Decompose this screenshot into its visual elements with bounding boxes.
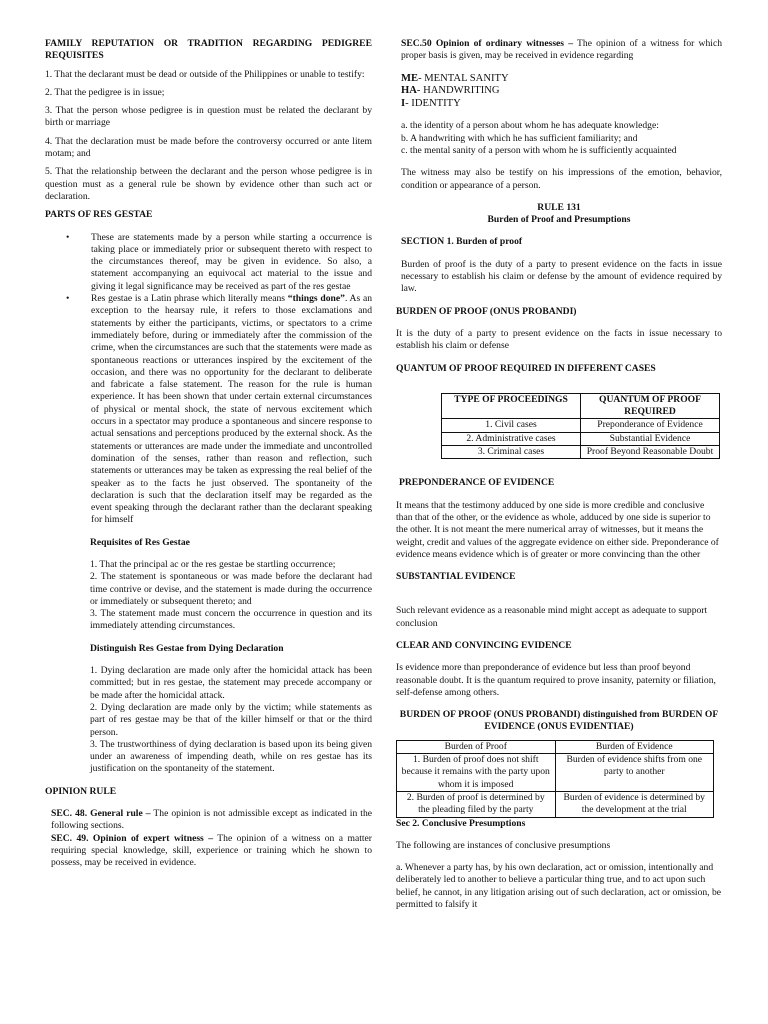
table-cell: Substantial Evidence (581, 432, 720, 445)
table-cell: 2. Burden of proof is determined by the pleading filed by the party (397, 791, 556, 817)
sec48 (51, 808, 372, 833)
table-header-row (397, 740, 714, 753)
requisite-item: 2. The statement is spontaneous or was made before the declarant had time contrive or devise, and the statement is made during the occurrence or immediately or subsequent thereto; and (90, 571, 372, 607)
parts-heading: PARTS OF RES GESTAE (45, 209, 153, 221)
opinion-heading: OPINION RULE (45, 785, 117, 797)
bullet-text: These are statements made by a person while starting a occurrence is taking place or immediately prior or subsequent thereto with respect to the circumstances thereof, may be given in evidence. So also, a statement accompanying an equivocal act material to the issue and giving it legal significance may be received as part of the res gestae (91, 231, 372, 292)
table-row (397, 754, 714, 792)
table-cell: 2. Administrative cases (442, 432, 581, 445)
onus-text: It is the duty of a party to present evidence on the facts in issue necessary to establish his claim or defense (396, 327, 722, 352)
table-header: Burden of Proof (397, 740, 556, 753)
bullet-text: . As an exception to the hearsay rule, it refers to those exclamations and statements by either the participants, victims, or spectators to a crime immediately before, during or immediately after the commission of the crime, when the circumstances are such that the statements were made as spontaneous reactions or utterances inspired by the excitement of the occasion, and there was no opportunity for the declarant to deliberate and fabricate a false statement. The reason for the rule is human experience. It has been shown that under certain external circumstances of physical or mental shock, the state of nervous excitement which occurs in a spectator may produce a spontaneous and sincere response to actual sensations and perceptions produced by the external shock. As the statements or utterances are made under the immediate and uncontrolled domination of the senses, rather than reason and reflection, such statements or utterances may be taken as expressing the real belief of the speaker as to the facts he just observed. The spontaneity of the declaration is such that the declaration itself may be regarded as the event speaking through the declarant rather than the declarant speaking for himself (91, 293, 373, 526)
table-header: Burden of Evidence (555, 740, 714, 753)
table-cell: 1. Civil cases (442, 419, 581, 432)
requisites-heading: Requisites of Res Gestae (90, 536, 190, 548)
bullet-item (91, 232, 372, 293)
mnemonic-abbr: HA (401, 85, 417, 97)
table-cell: Proof Beyond Reasonable Doubt (581, 446, 720, 459)
table-cell: Preponderance of Evidence (581, 419, 720, 432)
sec50 (396, 38, 722, 63)
mnemonic-item (401, 73, 722, 86)
table-cell: 1. Burden of proof does not shift because it remains with the party upon whom it is imposed (397, 754, 556, 792)
opinion-sections (45, 808, 372, 869)
table-row (397, 791, 714, 817)
requisites-block (45, 527, 372, 776)
section1-text: Burden of proof is the duty of a party to present evidence on the facts in issue necessary to establish his claim or defense by the amount of evidence required by law. (401, 258, 722, 295)
rule-title: RULE 131 (537, 201, 581, 213)
burden-table (396, 740, 714, 818)
table-cell: Burden of evidence is determined by the development at the trial (555, 791, 714, 817)
sec49-label: SEC. 49. Opinion of expert witness – (51, 832, 214, 844)
sec50-item: b. A handwriting with which he has sufficient familiarity; and (401, 132, 638, 144)
family-heading: FAMILY REPUTATION OR TRADITION REGARDING PEDIGREE REQUISITES (45, 38, 372, 62)
bullet-text: Res gestae is a Latin phrase which literally means (91, 293, 288, 305)
res-gestae-bullets (45, 232, 372, 527)
mnemonic-item (401, 85, 722, 98)
table-header: QUANTUM OF PROOF REQUIRED (581, 393, 720, 419)
bullet-item (91, 293, 372, 527)
clear-heading: CLEAR AND CONVINCING EVIDENCE (396, 639, 572, 651)
table-cell: Burden of evidence shifts from one party to another (555, 754, 714, 792)
things-done-term: “things done” (287, 293, 345, 305)
mnemonic-text: - MENTAL SANITY (418, 72, 509, 84)
clear-text: Is evidence more than preponderance of evidence but less than proof beyond reasonable doubt. It is the quantum required to prove insanity, paternity or filiation, self-defense among others. (396, 662, 716, 698)
rule-subtitle: Burden of Proof and Presumptions (487, 214, 631, 226)
family-item: 2. That the pedigree is in issue; (45, 86, 165, 98)
table-row (442, 432, 720, 445)
mnemonic-list (396, 73, 722, 111)
requisite-item: 1. That the principal ac or the res gestae be startling occurrence; (90, 558, 336, 570)
sec48-text: The opinion is not admissible except as indicated in the following sections. (51, 808, 373, 832)
table-header: TYPE OF PROCEEDINGS (442, 393, 581, 419)
sec50-item: a. the identity of a person about whom he has adequate knowledge: (401, 120, 659, 132)
sec50-label: SEC.50 Opinion of ordinary witnesses – (401, 38, 574, 49)
distinguished-heading: BURDEN OF PROOF (ONUS PROBANDI) distinguished from BURDEN OF EVIDENCE (ONUS EVIDENTIAE) (399, 709, 719, 733)
requisite-item: 3. The statement made must concern the occurrence in question and its immediately attending circumstances. (90, 608, 372, 632)
family-item: 3. That the person whose pedigree is in question must be related the declarant by birth or marriage (45, 105, 372, 129)
family-item: 1. That the declarant must be dead or outside of the Philippines or unable to testify: (45, 68, 365, 80)
witness-note: The witness may also be testify on his impressions of the emotion, behavior, condition or appearance of a person. (401, 167, 722, 191)
preponderance-text: It means that the testimony adduced by one side is more credible and conclusive than that of the other, or the evidence as whole, adduced by one side is superior to the other. It is not meant the mere numerical array of witnesses, but it means the weight, credit and values of the aggregate evidence on either side. Preponderance of evidence means evidence which is of greater or more convincing than the other (396, 499, 719, 560)
table-header-row (442, 393, 720, 419)
right-column (396, 38, 722, 911)
section1-heading: SECTION 1. Burden of proof (401, 236, 523, 248)
distinguish-item: 3. The trustworthiness of dying declaration is based upon its being given under an awareness of impending death, while on res gestae has its justification on the spontaneity of the statement. (90, 738, 372, 775)
quantum-heading: QUANTUM OF PROOF REQUIRED IN DIFFERENT CASES (396, 362, 656, 374)
sec2-intro: The following are instances of conclusive presumptions (396, 839, 611, 851)
sec50-item: c. the mental sanity of a person with whom he is sufficiently acquainted (401, 144, 677, 156)
sec2-heading: Sec 2. Conclusive Presumptions (396, 817, 526, 829)
distinguish-heading: Distinguish Res Gestae from Dying Declaration (90, 642, 284, 654)
mnemonic-abbr: I (401, 97, 406, 109)
preponderance-heading: PREPONDERANCE OF EVIDENCE (399, 477, 555, 489)
left-column (45, 38, 372, 870)
sec50-text: The opinion of a witness for which proper basis is given, may be received in evidence regarding (401, 38, 723, 62)
mnemonic-text: - HANDWRITING (416, 85, 500, 97)
mnemonic-item (401, 98, 722, 111)
sec50-items (396, 120, 722, 191)
mnemonic-abbr: ME (401, 72, 419, 84)
sec2-item: a. Whenever a party has, by his own declaration, act or omission, intentionally and deliberately led to another to believe a particular thing true, and to act upon such belief, he cannot, in any litigation arising out of such declaration, act or omission, be permitted to falsify it (396, 862, 722, 911)
table-row (442, 419, 720, 432)
sec49 (51, 833, 372, 870)
sec49-text: The opinion of a witness on a matter requiring special knowledge, skill, experience or training which he shown to possess, may be received in evidence. (51, 832, 372, 869)
quantum-table (441, 393, 720, 459)
table-cell: 3. Criminal cases (442, 446, 581, 459)
family-item: 4. That the declaration must be made before the controversy occurred or ante litem motam; and (45, 135, 372, 160)
substantial-text: Such relevant evidence as a reasonable mind might accept as adequate to support conclusion (396, 605, 708, 629)
mnemonic-text: - IDENTITY (405, 97, 461, 109)
substantial-heading: SUBSTANTIAL EVIDENCE (396, 571, 516, 583)
distinguish-item: 2. Dying declaration are made only by the victim; while statements as part of res gestae may be that of the killer himself or that or the third person. (90, 701, 372, 738)
sec48-label: SEC. 48. General rule – (51, 808, 151, 820)
family-item: 5. That the relationship between the declarant and the person whose pedigree is in question must as a general rule be shown by evidence other than such act or declaration. (45, 166, 372, 202)
onus-heading: BURDEN OF PROOF (ONUS PROBANDI) (396, 305, 577, 317)
distinguish-item: 1. Dying declaration are made only after the homicidal attack has been committed; but in res gestae, the statement may precede accompany or be made after the homicidal attack. (90, 665, 372, 701)
table-row (442, 446, 720, 459)
